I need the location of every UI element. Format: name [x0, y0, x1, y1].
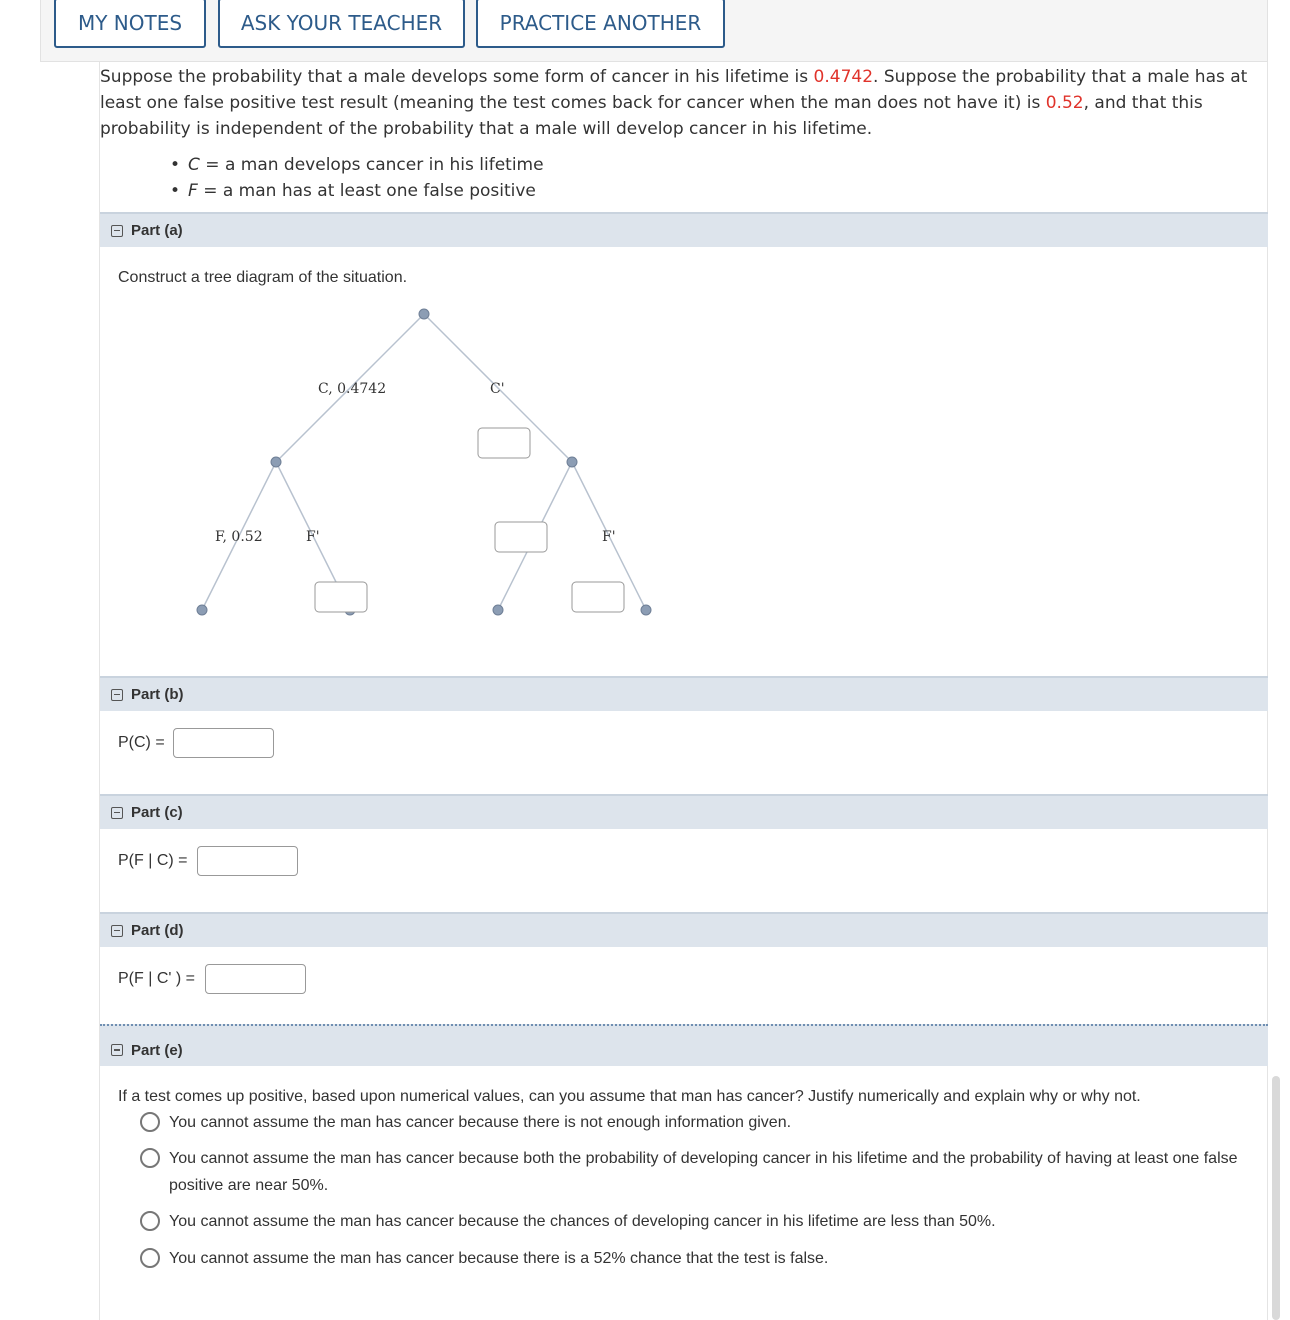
option-1-radio[interactable] [140, 1112, 160, 1132]
part-b-label: P(C) = [118, 734, 165, 751]
part-a-prompt: Construct a tree diagram of the situation. [118, 269, 408, 286]
intro-text-1: Suppose the probability that a male develops some form of cancer in his lifetime is [100, 67, 814, 87]
label-f-left: F, 0.52 [215, 529, 263, 545]
label-f-prime-left: F' [306, 529, 320, 545]
p-c-input[interactable] [173, 728, 274, 758]
collapse-icon[interactable] [111, 689, 123, 701]
part-c-label: P(F | C) = [118, 852, 188, 869]
label-c-branch: C, 0.4742 [318, 381, 387, 397]
part-c-title: Part (c) [131, 804, 183, 821]
ask-your-teacher-button[interactable]: ASK YOUR TEACHER [218, 0, 465, 48]
p-f-given-c-input[interactable] [197, 846, 298, 876]
tree-node-leaf-1 [197, 605, 207, 615]
part-d-label: P(F | C' ) = [118, 970, 195, 987]
part-d-header[interactable] [100, 912, 1268, 947]
collapse-icon[interactable] [111, 925, 123, 937]
tree-diagram [100, 302, 1268, 692]
part-a-title: Part (a) [131, 222, 183, 239]
option-4-radio[interactable] [140, 1248, 160, 1268]
option-3-text: You cannot assume the man has cancer because the chances of developing cancer in his lifetime are less than 50%. [169, 1213, 996, 1230]
question-intro [100, 64, 1268, 142]
collapse-icon[interactable] [111, 807, 123, 819]
tree-node-root [419, 309, 429, 319]
p-false-positive-value: 0.52 [1045, 93, 1084, 113]
option-3-radio[interactable] [140, 1211, 160, 1231]
tree-input-cprime-f-prime[interactable] [572, 582, 624, 612]
scrollbar[interactable] [1272, 1076, 1280, 1320]
tree-node-leaf-4 [641, 605, 651, 615]
part-e-header[interactable] [100, 1024, 1268, 1066]
tree-node-c-prime [567, 457, 577, 467]
option-2-radio[interactable] [140, 1148, 160, 1168]
tree-input-c-f-prime[interactable] [315, 582, 367, 612]
definition-c: • C = a man develops cancer in his lifetime [170, 152, 544, 178]
definition-f: • F = a man has at least one false positive [170, 178, 544, 204]
part-b-title: Part (b) [131, 686, 184, 703]
collapse-icon[interactable] [111, 225, 123, 237]
tree-input-c-prime[interactable] [478, 428, 530, 458]
tree-node-c [271, 457, 281, 467]
part-e-title: Part (e) [131, 1041, 183, 1059]
definitions-list [170, 152, 544, 204]
label-f-prime-right: F' [602, 529, 616, 545]
p-cancer-value: 0.4742 [813, 67, 874, 87]
part-b-header[interactable] [100, 676, 1268, 711]
intro-text-2: . Suppose the probability that a male has at least one false positive test result (meaning the test comes back for cancer when the man does not have it) is [100, 67, 1248, 113]
label-c-prime: C' [490, 381, 505, 397]
part-c-header[interactable] [100, 794, 1268, 829]
option-4-text: You cannot assume the man has cancer because there is a 52% chance that the test is false. [169, 1250, 829, 1267]
p-f-given-c-prime-input[interactable] [205, 964, 306, 994]
option-2-text: You cannot assume the man has cancer because both the probability of developing cancer in his lifetime and the probability of having at least one false positive are near 50%. [169, 1150, 1238, 1194]
tree-node-leaf-3 [493, 605, 503, 615]
question-content [99, 62, 1268, 1320]
tree-input-cprime-f[interactable] [495, 522, 547, 552]
part-e-question: If a test comes up positive, based upon numerical values, can you assume that man has cancer? Justify numerically and explain why or why not. [118, 1088, 1141, 1105]
my-notes-button[interactable]: MY NOTES [54, 0, 206, 48]
toolbar [40, 0, 1268, 62]
option-1-text: You cannot assume the man has cancer because there is not enough information given. [169, 1114, 792, 1131]
practice-another-button[interactable]: PRACTICE ANOTHER [476, 0, 725, 48]
part-d-title: Part (d) [131, 922, 184, 939]
collapse-icon[interactable] [111, 1044, 123, 1056]
intro-text-3: , and that this probability is independent of the probability that a male will develop cancer in his lifetime. [100, 93, 1203, 139]
part-a-header[interactable] [100, 212, 1268, 247]
